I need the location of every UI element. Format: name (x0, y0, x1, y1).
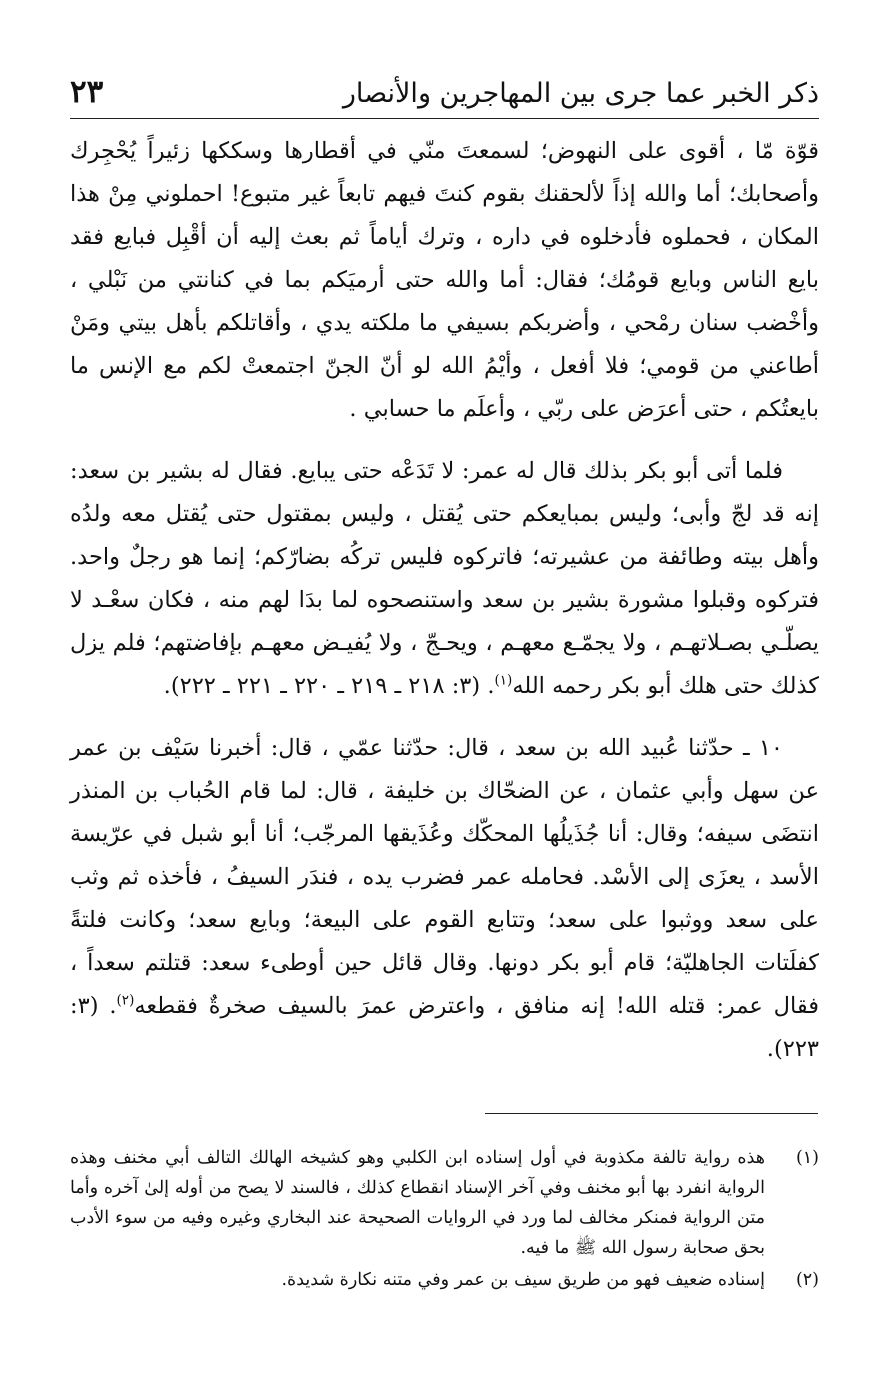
footnote-ref-1[interactable]: (١) (494, 672, 513, 689)
page-number: ٢٣ (70, 74, 104, 110)
paragraph-3-text: ١٠ ـ حدّثنا عُبيد الله بن سعد ، قال: حدّثنا عمّي ، قال: أخبرنا سَيْف بن عمر عن سهل وأبي عثمان ، عن الضحّاك بن خليفة ، قال: لما قام الحُباب بن المنذر انتضَى سيفه؛ وقال: أنا جُذَيلُها المحكّك وعُذَيقها المرجّب؛ أنا أبو شبل في عرّيسة الأسد ، يعزَى إلى الأسْد. فحامله عمر فضرب يده ، فندَر السيفُ ، فأخذه ثم وثب على سعد ووثبوا على سعد؛ وتتابع القوم على البيعة؛ وبايع سعد؛ وكانت فلتةً كفلَتات الجاهليّة؛ قام أبو بكر دونها. وقال قائل حين أوطىء سعد: قتلتم سعداً ، فقال عمر: قتله الله! إنه منافق ، واعترض عمرَ بالسيف صخرةٌ فقطعه (70, 735, 819, 1019)
footnote-2 (70, 1265, 819, 1295)
main-text (70, 130, 819, 1071)
paragraph-3 (70, 727, 819, 1071)
footnotes (70, 1143, 819, 1297)
footnote-divider (485, 1113, 818, 1114)
footnote-number: (٢) (795, 1270, 819, 1290)
running-header (70, 68, 819, 119)
footnote-text: هذه رواية تالفة مكذوبة في أول إسناده ابن الكلبي وهو كشيخه الهالك التالف أبي مخنف وهذه الرواية انفرد بها أبو مخنف وفي آخر الإسناد انقطاع كذلك ، فالسند لا يصح من أوله إلىٰ آخره وأما متن الرواية فمنكر مخالف لما ورد في الروايات الصحيحة عند البخاري وغيره وفيه من سوء الأدب بحق صحابة رسول الله ﷺ ما فيه. (70, 1148, 765, 1258)
footnote-1 (70, 1143, 819, 1263)
paragraph-1 (70, 130, 819, 431)
chapter-title: ذكر الخبر عما جرى بين المهاجرين والأنصار (342, 78, 819, 109)
paragraph-2-text: فلما أتى أبو بكر بذلك قال له عمر: لا تَدَعْه حتى يبايع. فقال له بشير بن سعد: إنه قد لجّ وأبى؛ وليس بمبايعكم حتى يُقتل ، وليس بمقتول حتى يُقتل معه ولدُه وأهل بيته وطائفة من عشيرته؛ فاتركوه فليس تركُه بضارّكم؛ إنما هو رجلٌ واحد. فتركوه وقبلوا مشورة بشير بن سعد واستنصحوه لما بدَا لهم منه ، فكان سعْـد لا يصلّـي بصـلاتهـم ، ولا يجمّـع معهـم ، ويحـجّ ، ولا يُفيـض معهـم بإفاضتهم؛ فلم يزل كذلك حتى هلك أبو بكر رحمه الله (70, 458, 819, 699)
paragraph-1-text: قوّة مّا ، أقوى على النهوض؛ لسمعتَ منّي في أقطارها وسككها زئيراً يُحْجِرك وأصحابك؛ أما والله إذاً لألحقنك بقوم كنتَ فيهم تابعاً غير متبوع! احملوني مِنْ هذا المكان ، فحملوه فأدخلوه في داره ، وترك أياماً ثم بعث إليه أن أقْبِل فبايع فقد بايع الناس وبايع قومُك؛ فقال: أما والله حتى أرميَكم بما في كنانتي من نَبْلي ، وأخْضب سنان رمْحي ، وأضربكم بسيفي ما ملكته يدي ، وأقاتلكم بأهل بيتي ومَنْ أطاعني من قومي؛ فلا أفعل ، وأيْمُ الله لو أنّ الجنّ اجتمعتْ لكم مع الإنس ما بايعتُكم ، حتى أعرَض على ربّي ، وأعلَم ما حسابي . (70, 138, 819, 422)
footnote-number: (١) (795, 1148, 819, 1168)
paragraph-2 (70, 450, 819, 708)
footnote-text: إسناده ضعيف فهو من طريق سيف بن عمر وفي متنه نكارة شديدة. (281, 1270, 765, 1290)
paragraph-2-citation: . (٣: ٢١٨ ـ ٢١٩ ـ ٢٢٠ ـ ٢٢١ ـ ٢٢٢). (163, 673, 495, 699)
footnote-ref-2[interactable]: (٢) (116, 992, 135, 1009)
paragraph-3-citation: . (٣: ٢٢٣). (70, 993, 819, 1062)
